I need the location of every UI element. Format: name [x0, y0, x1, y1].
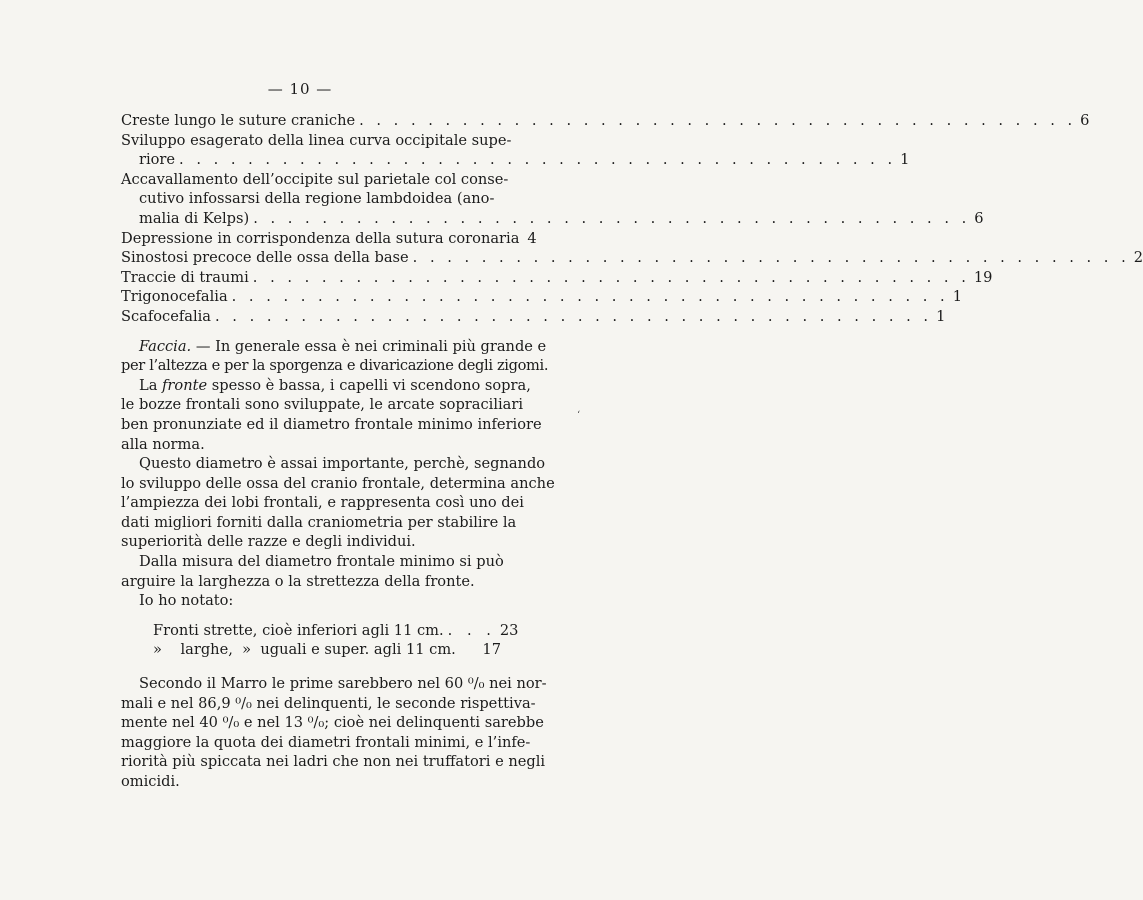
list-item [153, 640, 501, 660]
paragraph-text: — In generale essa è nei criminali più grande e [191, 337, 547, 355]
list-item-label: » larghe, » uguali e super. agli 11 cm. [153, 641, 456, 659]
dot-leader: . . . . . . . . . . . . . . . . . . . . . . . . . . . . . . . . . . . . . . . . . . [252, 268, 970, 286]
list-item-count: 23 [499, 621, 519, 639]
paragraph-text: ben pronunziate ed il diametro frontale minimo inferiore [121, 415, 542, 433]
paragraph-text: omicidi. [121, 773, 180, 790]
list-item-count: 19 [973, 268, 993, 286]
list-item-count: 6 [974, 209, 984, 227]
list-item-count: 1 [900, 151, 910, 169]
list-item-label: malia di Kelps) [139, 209, 250, 227]
paragraph-text: La [139, 376, 163, 394]
dot-leader: . . . . . . . . . . . . . . . . . . . . . . . . . . . . . . . . . . . . . . . . . . [253, 209, 971, 227]
paragraph-text: mali e nel 86,9 ⁰/₀ nei delinquenti, le seconde rispettiva- [121, 694, 536, 712]
list-item-label: cutivo infossarsi della regione lambdoidea (ano- [139, 190, 495, 208]
paragraph-diametro [121, 454, 555, 552]
list-item-label: Traccie di traumi [121, 268, 249, 286]
paragraph-text: Io ho notato: [139, 592, 234, 610]
dot-leader: . . . . . . . . . . . . . . . . . . . . . . . . . . . . . . . . . . . . . . . . . . [231, 288, 949, 306]
list-item [121, 248, 1143, 268]
list-item-label: Accavallamento dell’occipite sul parietale col conse- [121, 170, 509, 188]
paragraph-text: riorità più spiccata nei ladri che non nei truffatori e negli [121, 753, 546, 771]
paragraph-text: Questo diametro è assai importante, perchè, segnando [139, 455, 546, 473]
dot-leader: . . . . . . . . . . . . . . . . . . . . . . . . . . . . . . . . . . . . . . . . . . [359, 112, 1077, 129]
margin-mark: ‘ [577, 410, 581, 421]
paragraph-text: maggiore la quota dei diametri frontali minimi, e l’infe- [121, 733, 531, 751]
list-item-count: 4 [527, 229, 537, 247]
list-item [153, 621, 519, 641]
emphasis-fronte: fronte [162, 376, 208, 394]
paragraph-text: alla norma. [121, 435, 205, 453]
dot-leader: . . . [447, 621, 496, 639]
paragraph-text: Secondo il Marro le prime sarebbero nel 60 ⁰/₀ nei nor- [139, 675, 547, 693]
list-item-label: Sviluppo esagerato della linea curva occipitale supe- [121, 131, 512, 149]
page-body [121, 111, 1143, 792]
dot-leader: . . . . . . . . . . . . . . . . . . . . . . . . . . . . . . . . . . . . . . . . . . [412, 249, 1130, 267]
list-item [121, 209, 984, 229]
list-item-label: Sinostosi precoce delle ossa della base [121, 249, 409, 267]
list-item-label: Creste lungo le suture craniche [121, 112, 356, 129]
dot-leader: . . . . . . . . . . . . . . . . . . . . . . . . . . . . . . . . . . . . . . . . . . [215, 307, 933, 325]
paragraph-misura [121, 552, 504, 611]
list-item-count: 2 [1133, 249, 1143, 267]
page-number: — 10 — [267, 80, 333, 98]
paragraph-marro [121, 674, 547, 792]
section-heading-faccia: Faccia. [139, 337, 192, 355]
paragraph-text: per l’altezza e per la sporgenza e divaricazione degli zigomi. [121, 357, 549, 375]
paragraph-fronte [121, 376, 542, 454]
forehead-measure-list [121, 621, 519, 660]
paragraph-text: le bozze frontali sono sviluppate, le arcate sopraciliari [121, 396, 524, 414]
list-item-count: 17 [482, 641, 501, 659]
list-item [121, 111, 1090, 131]
paragraph-text: lo sviluppo delle ossa del cranio frontale, determina anche [121, 474, 555, 492]
list-item-label: riore [139, 151, 176, 169]
list-item-count: 6 [1080, 112, 1090, 129]
list-item [121, 287, 962, 307]
cranial-anomaly-list [121, 111, 1143, 327]
paragraph-text: mente nel 40 ⁰/₀ e nel 13 ⁰/₀; cioè nei delinquenti sarebbe [121, 714, 544, 732]
list-item-label: Fronti strette, cioè inferiori agli 11 cm. [153, 621, 444, 639]
list-item-label: Trigonocefalia [121, 288, 228, 306]
paragraph-text: arguire la larghezza o la strettezza della fronte. [121, 572, 475, 590]
list-item-label: Depressione in corrispondenza della sutura coronaria [121, 229, 520, 247]
list-item [121, 307, 946, 327]
list-item [121, 229, 537, 249]
dot-leader: . . . . . . . . . . . . . . . . . . . . . . . . . . . . . . . . . . . . . . . . . . [179, 151, 897, 169]
paragraph-text: superiorità delle razze e degli individui. [121, 533, 416, 551]
paragraph-faccia [121, 337, 547, 357]
paragraph-text: dati migliori forniti dalla craniometria per stabilire la [121, 513, 517, 531]
paragraph-text: Dalla misura del diametro frontale minimo si può [139, 553, 504, 571]
list-item [121, 150, 910, 170]
paragraph-text: spesso è bassa, i capelli vi scendono sopra, [207, 376, 531, 394]
paragraph-text: l’ampiezza dei lobi frontali, e rappresenta così uno dei [121, 494, 524, 512]
list-item-count: 1 [952, 288, 962, 306]
list-item-label: Scafocefalia [121, 307, 212, 325]
list-item-count: 1 [936, 307, 946, 325]
list-item [121, 268, 993, 288]
